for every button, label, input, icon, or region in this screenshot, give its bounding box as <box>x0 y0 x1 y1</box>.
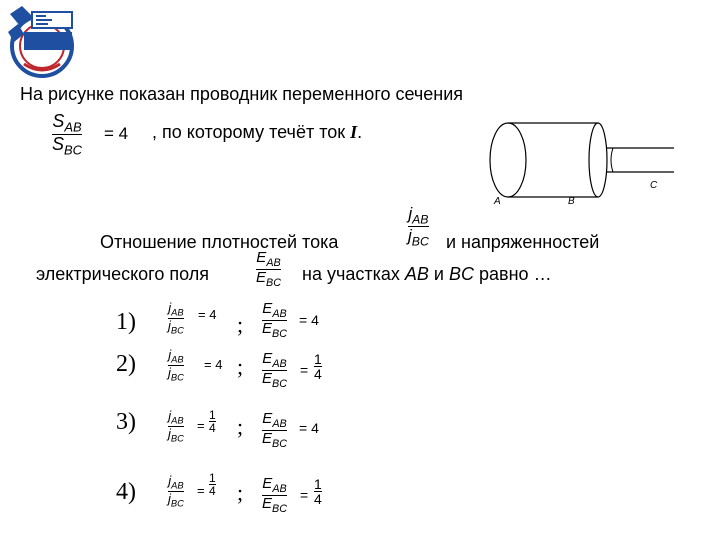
conjunction: и <box>433 264 444 284</box>
four-denominator: 4 <box>209 484 216 498</box>
j-num: j <box>168 347 172 362</box>
option-3-j-ratio <box>168 409 184 443</box>
j-denominator-sub: BC <box>411 233 429 248</box>
question-tail: равно … <box>479 264 552 284</box>
option-1-label[interactable]: 1) <box>116 309 136 335</box>
problem-statement-line1: На рисунке показан проводник переменного сечения <box>20 84 464 104</box>
figure-label-a: A <box>494 196 501 207</box>
option-4-j-ratio <box>168 474 184 508</box>
s-denominator: S <box>52 134 65 155</box>
e-den-sub: BC <box>272 327 288 340</box>
option-2-separator: ; <box>237 354 244 379</box>
s-denominator-sub: BC <box>64 143 83 159</box>
segment-ab: AB <box>404 264 429 284</box>
e-num: E <box>262 350 273 367</box>
option-1-e-value: = 4 <box>299 312 319 328</box>
one-numerator: 1 <box>209 471 216 485</box>
j-den-sub: BC <box>170 324 184 335</box>
option-4-e-eq: = <box>300 487 309 503</box>
j-den-sub: BC <box>170 497 184 508</box>
option-4-j-eq: = <box>197 483 205 498</box>
j-num-sub: AB <box>171 480 184 491</box>
e-den: E <box>262 494 273 512</box>
figure-label-c: C <box>650 180 658 191</box>
e-num-sub: AB <box>272 357 287 370</box>
j-numerator: j <box>408 204 413 223</box>
university-logo <box>2 2 80 84</box>
e-denominator: E <box>256 268 267 286</box>
j-den: j <box>168 317 171 333</box>
j-den: j <box>168 425 171 441</box>
option-4-j-value-fraction <box>209 472 216 497</box>
e-den-sub: BC <box>272 502 288 515</box>
j-numerator-sub: AB <box>412 212 429 227</box>
option-1-e-ratio <box>262 301 287 339</box>
option-2-j-value: = 4 <box>204 357 223 372</box>
j-num-sub: AB <box>171 307 184 318</box>
e-num: E <box>262 410 273 427</box>
option-2-e-ratio <box>262 351 287 389</box>
option-1-j-ratio <box>168 301 184 335</box>
j-den-sub: BC <box>170 371 184 382</box>
current-symbol: I <box>350 122 358 142</box>
option-3-j-eq: = <box>197 418 205 433</box>
option-3-j-value-fraction <box>209 409 216 434</box>
question-line1-start: Отношение плотностей тока <box>100 232 339 252</box>
s-numerator-sub: AB <box>64 119 82 135</box>
e-num-sub: AB <box>272 482 287 495</box>
current-text: , по которому течёт ток <box>152 122 351 142</box>
e-den-sub: BC <box>272 437 288 450</box>
option-4-label[interactable]: 4) <box>116 479 136 505</box>
e-num-sub: AB <box>272 417 287 430</box>
e-denominator-sub: BC <box>266 276 282 289</box>
conductor-figure <box>478 118 674 210</box>
question-line1-end: и напряженностей <box>446 232 600 252</box>
option-3-e-ratio <box>262 411 287 449</box>
one-numerator: 1 <box>209 408 216 422</box>
j-num: j <box>168 408 172 423</box>
area-ratio-fraction <box>52 112 82 158</box>
e-den: E <box>262 429 273 447</box>
e-num: E <box>262 300 273 317</box>
j-den-sub: BC <box>170 432 184 443</box>
option-4-e-value-fraction <box>314 477 322 506</box>
j-denominator: j <box>408 225 412 245</box>
e-numerator: E <box>256 249 267 266</box>
e-den: E <box>262 319 273 337</box>
option-1-separator: ; <box>237 312 244 337</box>
option-4-separator: ; <box>237 480 244 505</box>
question-line2-end <box>302 264 552 285</box>
option-4-e-ratio <box>262 476 287 514</box>
e-num: E <box>262 475 273 492</box>
j-den: j <box>168 490 171 506</box>
option-2-j-ratio <box>168 348 184 382</box>
e-den: E <box>262 369 273 387</box>
e-num-sub: AB <box>272 307 287 320</box>
j-num: j <box>168 473 172 488</box>
field-strength-ratio <box>256 250 281 288</box>
question-line2-mid: на участках <box>302 264 400 284</box>
option-3-separator: ; <box>237 414 244 439</box>
option-3-e-value: = 4 <box>299 420 319 436</box>
one-numerator: 1 <box>314 476 322 492</box>
current-density-ratio <box>408 205 429 247</box>
option-2-e-eq: = <box>300 362 309 378</box>
j-num-sub: AB <box>171 354 184 365</box>
figure-label-b: B <box>568 196 575 207</box>
j-num-sub: AB <box>171 415 184 426</box>
e-den-sub: BC <box>272 377 288 390</box>
current-end: . <box>357 122 363 142</box>
option-1-j-value: = 4 <box>198 307 217 322</box>
option-2-label[interactable]: 2) <box>116 351 136 377</box>
j-num: j <box>168 300 172 315</box>
s-numerator: S <box>52 111 65 131</box>
option-3-label[interactable]: 3) <box>116 409 136 435</box>
one-numerator: 1 <box>314 351 322 367</box>
four-denominator: 4 <box>209 421 216 435</box>
area-ratio-value: = 4 <box>104 124 129 143</box>
problem-statement-line2 <box>152 122 362 143</box>
four-denominator: 4 <box>314 491 322 507</box>
segment-bc: BC <box>449 264 475 284</box>
j-den: j <box>168 364 171 380</box>
option-2-e-value-fraction <box>314 352 322 381</box>
e-numerator-sub: AB <box>266 256 281 269</box>
question-line2-start: электрического поля <box>36 264 209 284</box>
four-denominator: 4 <box>314 366 322 382</box>
